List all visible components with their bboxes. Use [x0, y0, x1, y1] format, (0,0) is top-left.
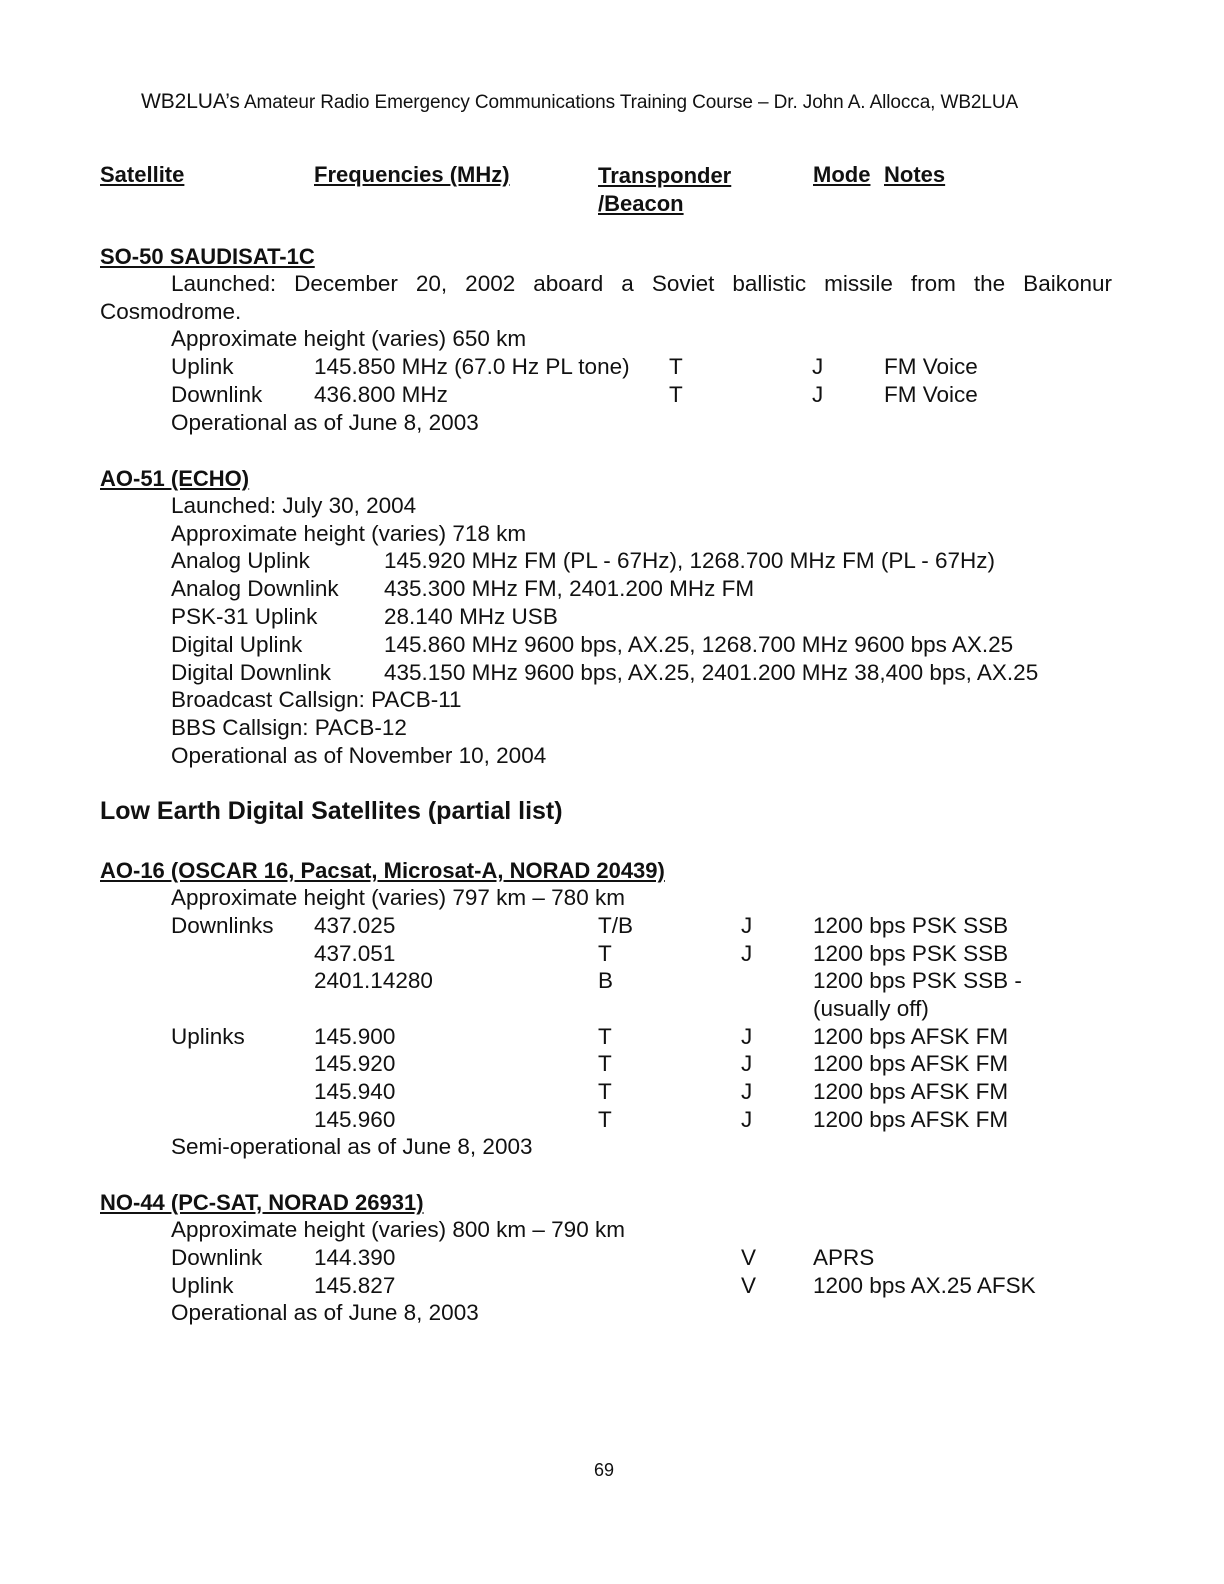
ao51-row-value: 435.150 MHz 9600 bps, AX.25, 2401.200 MHz 38,400 bps, AX.25: [384, 660, 1039, 685]
no44-downlink-mode: V: [741, 1245, 757, 1270]
so50-downlink-freq: 436.800 MHz: [314, 382, 448, 407]
column-transponder-line2: /Beacon: [598, 191, 684, 216]
ao16-uplink-tb: T: [598, 1051, 612, 1076]
ao16-downlink-mode: J: [741, 941, 753, 966]
ao16-height: Approximate height (varies) 797 km – 780 km: [171, 885, 625, 910]
ao16-uplink-tb: T: [598, 1024, 612, 1049]
ao16-uplink-notes: 1200 bps AFSK FM: [813, 1024, 1009, 1049]
so50-height: Approximate height (varies) 650 km: [171, 326, 527, 351]
satellite-heading-ao16: AO-16 (OSCAR 16, Pacsat, Microsat-A, NORAD 20439): [100, 858, 665, 883]
ao51-row-label: Digital Uplink: [171, 632, 303, 657]
so50-launched: Launched: December 20, 2002 aboard a Soviet ballistic missile from the Baikonur Cosmodrome.: [100, 271, 1112, 324]
ao51-row-value: 28.140 MHz USB: [384, 604, 558, 629]
ao51-status: Operational as of November 10, 2004: [171, 743, 547, 768]
ao51-height: Approximate height (varies) 718 km: [171, 521, 527, 546]
no44-downlink-notes: APRS: [813, 1245, 875, 1270]
ao16-downlink-notes: 1200 bps PSK SSB: [813, 941, 1009, 966]
ao16-uplink-freq: 145.960: [314, 1107, 396, 1132]
ao51-row-value: 145.920 MHz FM (PL - 67Hz), 1268.700 MHz FM (PL - 67Hz): [384, 548, 996, 573]
ao16-downlink-mode: J: [741, 913, 753, 938]
ao51-row-value: 435.300 MHz FM, 2401.200 MHz FM: [384, 576, 755, 601]
header-title: Amateur Radio Emergency Communications Training Course – Dr. John A. Allocca, WB2LUA: [243, 92, 1019, 113]
column-satellite: Satellite: [100, 162, 185, 187]
ao16-status: Semi-operational as of June 8, 2003: [171, 1134, 533, 1159]
ao16-uplink-notes: 1200 bps AFSK FM: [813, 1051, 1009, 1076]
no44-uplink-mode: V: [741, 1273, 757, 1298]
ao16-downlink-notes-cont: (usually off): [813, 996, 929, 1021]
ao16-downlink-freq: 437.025: [314, 913, 396, 938]
so50-downlink-notes: FM Voice: [884, 382, 978, 407]
so50-downlink-mode: J: [812, 382, 824, 407]
ao51-row-value: 145.860 MHz 9600 bps, AX.25, 1268.700 MHz 9600 bps AX.25: [384, 632, 1014, 657]
ao51-row-label: PSK-31 Uplink: [171, 604, 318, 629]
ao16-downlink-notes: 1200 bps PSK SSB: [813, 913, 1009, 938]
satellite-heading-no44: NO-44 (PC-SAT, NORAD 26931): [100, 1190, 424, 1215]
ao16-downlink-tb: B: [598, 968, 614, 993]
page-number: 69: [594, 1460, 615, 1480]
ao16-downlink-tb: T/B: [598, 913, 634, 938]
so50-downlink-label: Downlink: [171, 382, 263, 407]
ao51-row-label: Digital Downlink: [171, 660, 332, 685]
ao16-uplink-notes: 1200 bps AFSK FM: [813, 1079, 1009, 1104]
ao16-uplink-freq: 145.940: [314, 1079, 396, 1104]
ao16-uplink-mode: J: [741, 1051, 753, 1076]
ao16-uplinks-label: Uplinks: [171, 1024, 245, 1049]
satellite-heading-ao51: AO-51 (ECHO): [100, 466, 250, 491]
no44-downlink-label: Downlink: [171, 1245, 263, 1270]
ao16-uplink-notes: 1200 bps AFSK FM: [813, 1107, 1009, 1132]
running-header: [141, 90, 1018, 114]
ao16-uplink-freq: 145.900: [314, 1024, 396, 1049]
ao16-downlink-notes: 1200 bps PSK SSB -: [813, 968, 1022, 993]
ao16-uplink-mode: J: [741, 1024, 753, 1049]
ao51-bbs-callsign: BBS Callsign: PACB-12: [171, 715, 407, 740]
no44-downlink-freq: 144.390: [314, 1245, 396, 1270]
ao16-downlink-tb: T: [598, 941, 612, 966]
ao16-downlink-freq: 437.051: [314, 941, 396, 966]
so50-uplink-tb: T: [669, 354, 683, 379]
no44-uplink-freq: 145.827: [314, 1273, 396, 1298]
column-transponder-line1: Transponder: [598, 163, 732, 188]
so50-downlink-tb: T: [669, 382, 683, 407]
satellite-heading-so50: SO-50 SAUDISAT-1C: [100, 244, 315, 269]
so50-uplink-notes: FM Voice: [884, 354, 978, 379]
header-prefix: WB2LUA’s: [141, 90, 240, 113]
ao16-uplink-mode: J: [741, 1107, 753, 1132]
ao16-downlink-freq: 2401.14280: [314, 968, 433, 993]
so50-uplink-freq: 145.850 MHz (67.0 Hz PL tone): [314, 354, 630, 379]
ao16-uplink-mode: J: [741, 1079, 753, 1104]
ao16-uplink-tb: T: [598, 1079, 612, 1104]
ao51-row-label: Analog Uplink: [171, 548, 310, 573]
section-title: Low Earth Digital Satellites (partial list): [100, 797, 563, 825]
ao16-uplink-freq: 145.920: [314, 1051, 396, 1076]
no44-uplink-label: Uplink: [171, 1273, 234, 1298]
no44-status: Operational as of June 8, 2003: [171, 1300, 479, 1325]
ao16-downlinks-label: Downlinks: [171, 913, 274, 938]
ao51-launched: Launched: July 30, 2004: [171, 493, 417, 518]
no44-height: Approximate height (varies) 800 km – 790 km: [171, 1217, 625, 1242]
no44-uplink-notes: 1200 bps AX.25 AFSK: [813, 1273, 1036, 1298]
column-notes: Notes: [884, 162, 946, 187]
column-frequencies: Frequencies (MHz): [314, 162, 510, 187]
so50-status: Operational as of June 8, 2003: [171, 410, 479, 435]
so50-uplink-mode: J: [812, 354, 824, 379]
so50-uplink-label: Uplink: [171, 354, 234, 379]
ao51-row-label: Analog Downlink: [171, 576, 339, 601]
column-transponder: [598, 162, 731, 218]
ao16-uplink-tb: T: [598, 1107, 612, 1132]
column-mode: Mode: [813, 162, 871, 187]
ao51-broadcast-callsign: Broadcast Callsign: PACB-11: [171, 687, 462, 712]
